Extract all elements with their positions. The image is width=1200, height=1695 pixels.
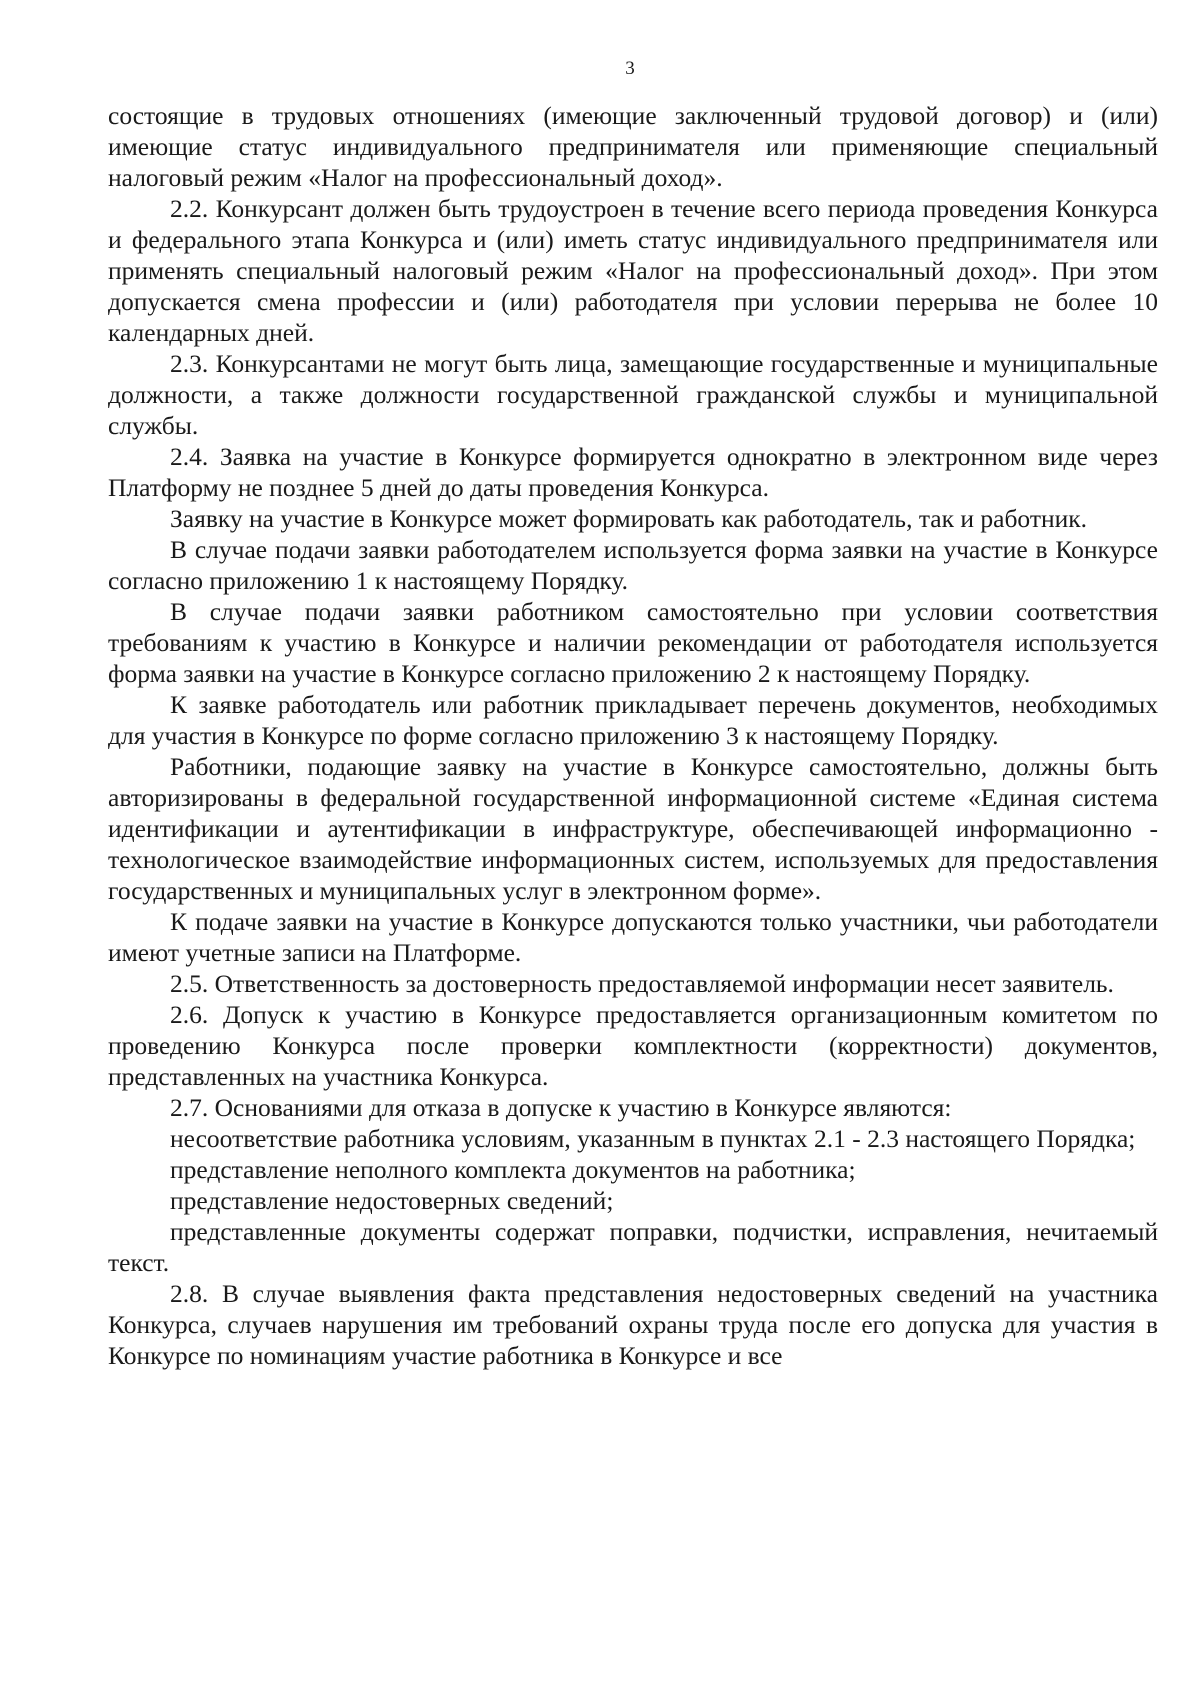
paragraph-2-5: 2.5. Ответственность за достоверность предоставляемой информации несет заявитель. bbox=[170, 969, 1114, 998]
paragraph-2-7: 2.7. Основаниями для отказа в допуске к участию в Конкурсе являются: bbox=[170, 1093, 952, 1122]
paragraph-2-3: 2.3. Конкурсантами не могут быть лица, замещающие государственные и муниципальные должности, а также должности государственной гражданской службы и муниципальной службы. bbox=[108, 349, 1158, 440]
paragraph-2-4: 2.4. Заявка на участие в Конкурсе формируется однократно в электронном виде через Платформу не позднее 5 дней до даты проведения Конкурса. bbox=[108, 442, 1158, 502]
page-number: 3 bbox=[625, 58, 635, 79]
paragraph-2-2: 2.2. Конкурсант должен быть трудоустроен в течение всего периода проведения Конкурса и федерального этапа Конкурса и (или) иметь статус индивидуального предпринимателя или применять специальный налоговый режим «Налог на профессиональный доход». При этом допускается смена профессии и (или) работодателя при условии перерыва не более 10 календарных дней. bbox=[108, 194, 1158, 347]
paragraph-platform-accounts: К подаче заявки на участие в Конкурсе допускаются только участники, чьи работодатели имеют учетные записи на Платформе. bbox=[108, 907, 1158, 967]
paragraph-continuation: состоящие в трудовых отношениях (имеющие заключенный трудовой договор) и (или) имеющие статус индивидуального предпринимателя или применяющие специальный налоговый режим «Налог на профессиональный доход». bbox=[108, 101, 1158, 192]
paragraph-employee-form: В случае подачи заявки работником самостоятельно при условии соответствия требованиям к участию в Конкурсе и наличии рекомендации от работодателя используется форма заявки на участие в Конкурсе согласно приложению 2 к настоящему Порядку. bbox=[108, 597, 1158, 688]
paragraph-employer-form: В случае подачи заявки работодателем используется форма заявки на участие в Конкурсе согласно приложению 1 к настоящему Порядку. bbox=[108, 535, 1158, 595]
paragraph-authorization: Работники, подающие заявку на участие в Конкурсе самостоятельно, должны быть авторизированы в федеральной государственной информационной системе «Единая система идентификации и аутентификации в инфраструктуре, обеспечивающей информационно - технологическое взаимодействие информационных систем, используемых для предоставления государственных и муниципальных услуг в электронном форме». bbox=[108, 752, 1158, 905]
paragraph-refusal-reason-3: представление недостоверных сведений; bbox=[170, 1186, 614, 1215]
paragraph-who-submits: Заявку на участие в Конкурсе может формировать как работодатель, так и работник. bbox=[170, 504, 1088, 533]
paragraph-refusal-reason-4: представленные документы содержат поправки, подчистки, исправления, нечитаемый текст. bbox=[108, 1217, 1158, 1277]
paragraph-refusal-reason-2: представление неполного комплекта документов на работника; bbox=[170, 1155, 856, 1184]
document-body bbox=[108, 100, 1158, 1371]
paragraph-2-6: 2.6. Допуск к участию в Конкурсе предоставляется организационным комитетом по проведению Конкурса после проверки комплектности (корректности) документов, представленных на участника Конкурса. bbox=[108, 1000, 1158, 1091]
paragraph-2-8: 2.8. В случае выявления факта представления недостоверных сведений на участника Конкурса, случаев нарушения им требований охраны труда после его допуска для участия в Конкурсе по номинациям участие работника в Конкурсе и все bbox=[108, 1279, 1158, 1370]
paragraph-refusal-reason-1: несоответствие работника условиям, указанным в пунктах 2.1 - 2.3 настоящего Порядка; bbox=[170, 1124, 1136, 1153]
paragraph-documents-list: К заявке работодатель или работник прикладывает перечень документов, необходимых для участия в Конкурсе по форме согласно приложению 3 к настоящему Порядку. bbox=[108, 690, 1158, 750]
